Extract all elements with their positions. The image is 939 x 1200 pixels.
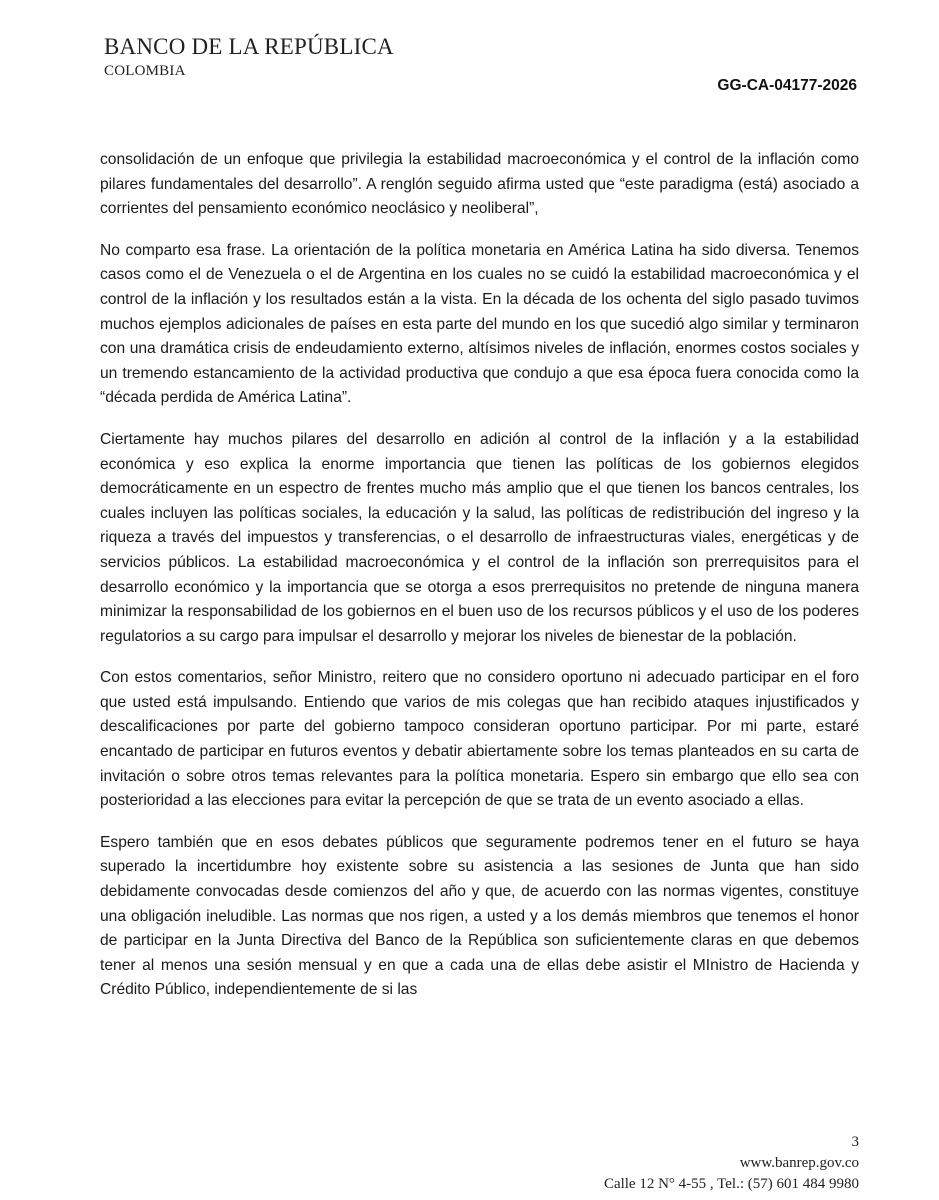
paragraph: Con estos comentarios, señor Ministro, reitero que no considero oportuno ni adecuado participar en el foro que usted está impulsando. Entiendo que varios de mis colegas que han recibido ataques injustificados y descalificaciones por parte del gobierno tampoco consideran oportuno participar. Por mi parte, estaré encantado de participar en futuros eventos y debatir abiertamente sobre los temas planteados en su carta de invitación o sobre otros temas relevantes para la política monetaria. Espero sin embargo que ello sea con posterioridad a las elecciones para evitar la percepción de que se trata de un evento asociado a ellas. — [100, 669, 859, 810]
paragraph: No comparto esa frase. La orientación de la política monetaria en América Latina ha sido diversa. Tenemos casos como el de Venezuela o el de Argentina en los cuales no se cuidó la estabilidad macroeconómica y el control de la inflación y los resultados están a la vista. En la década de los ochenta del siglo pasado tuvimos muchos ejemplos adicionales de países en esta parte del mundo en los que sucedió algo similar y terminaron con una dramática crisis de endeudamiento externo, altísimos niveles de inflación, enormes costos sociales y un tremendo estancamiento de la actividad productiva que condujo a que esa época fuera conocida como la “década perdida de América Latina”. — [100, 241, 859, 407]
page-number: 3 — [851, 1134, 859, 1150]
footer-website: www.banrep.gov.co — [739, 1155, 859, 1171]
paragraph: consolidación de un enfoque que privilegia la estabilidad macroeconómica y el control de la inflación como pilares fundamentales del desarrollo”. A renglón seguido afirma usted que “este paradigma (está) asociado a corrientes del pensamiento económico neoclásico y neoliberal”, — [100, 151, 859, 218]
paragraph: Espero también que en esos debates públicos que seguramente podremos tener en el futuro se haya superado la incertidumbre hoy existente sobre su asistencia a las sesiones de Junta que han sido debidamente convocadas desde comienzos del año y que, de acuerdo con las normas vigentes, constituye una obligación ineludible. Las normas que nos rigen, a usted y a los demás miembros que tenemos el honor de participar en la Junta Directiva del Banco de la República son suficientemente claras en que debemos tener al menos una sesión mensual y en que a cada una de ellas debe asistir el MInistro de Hacienda y Crédito Público, independientemente de si las — [100, 833, 859, 999]
brand-country: COLOMBIA — [104, 63, 186, 79]
document-reference: GG-CA-04177-2026 — [717, 77, 857, 94]
letter-body — [100, 148, 859, 1020]
bank-logo — [104, 34, 394, 80]
brand-name: BANCO DE LA REPÚBLICA — [104, 34, 394, 59]
paragraph: Ciertamente hay muchos pilares del desarrollo en adición al control de la inflación y a la estabilidad económica y eso explica la enorme importancia que tienen las políticas de los gobiernos elegidos democráticamente en un espectro de frentes mucho más amplio que el que tienen los bancos centrales, los cuales incluyen las políticas sociales, la educación y la salud, las políticas de redistribución del ingreso y la riqueza a través del impuestos y transferencias, o el desarrollo de infraestructuras viales, energéticas y de servicios públicos. La estabilidad macroeconómica y el control de la inflación son prerrequisitos para el desarrollo económico y la importancia que se otorga a esos prerrequisitos no pretende de ninguna manera minimizar la responsabilidad de los gobiernos en el buen uso de los recursos públicos y el uso de los poderes regulatorios a su cargo para impulsar el desarrollo y mejorar los niveles de bienestar de la población. — [100, 430, 859, 645]
footer-address: Calle 12 N° 4-55 , Tel.: (57) 601 484 9980 — [603, 1176, 859, 1192]
